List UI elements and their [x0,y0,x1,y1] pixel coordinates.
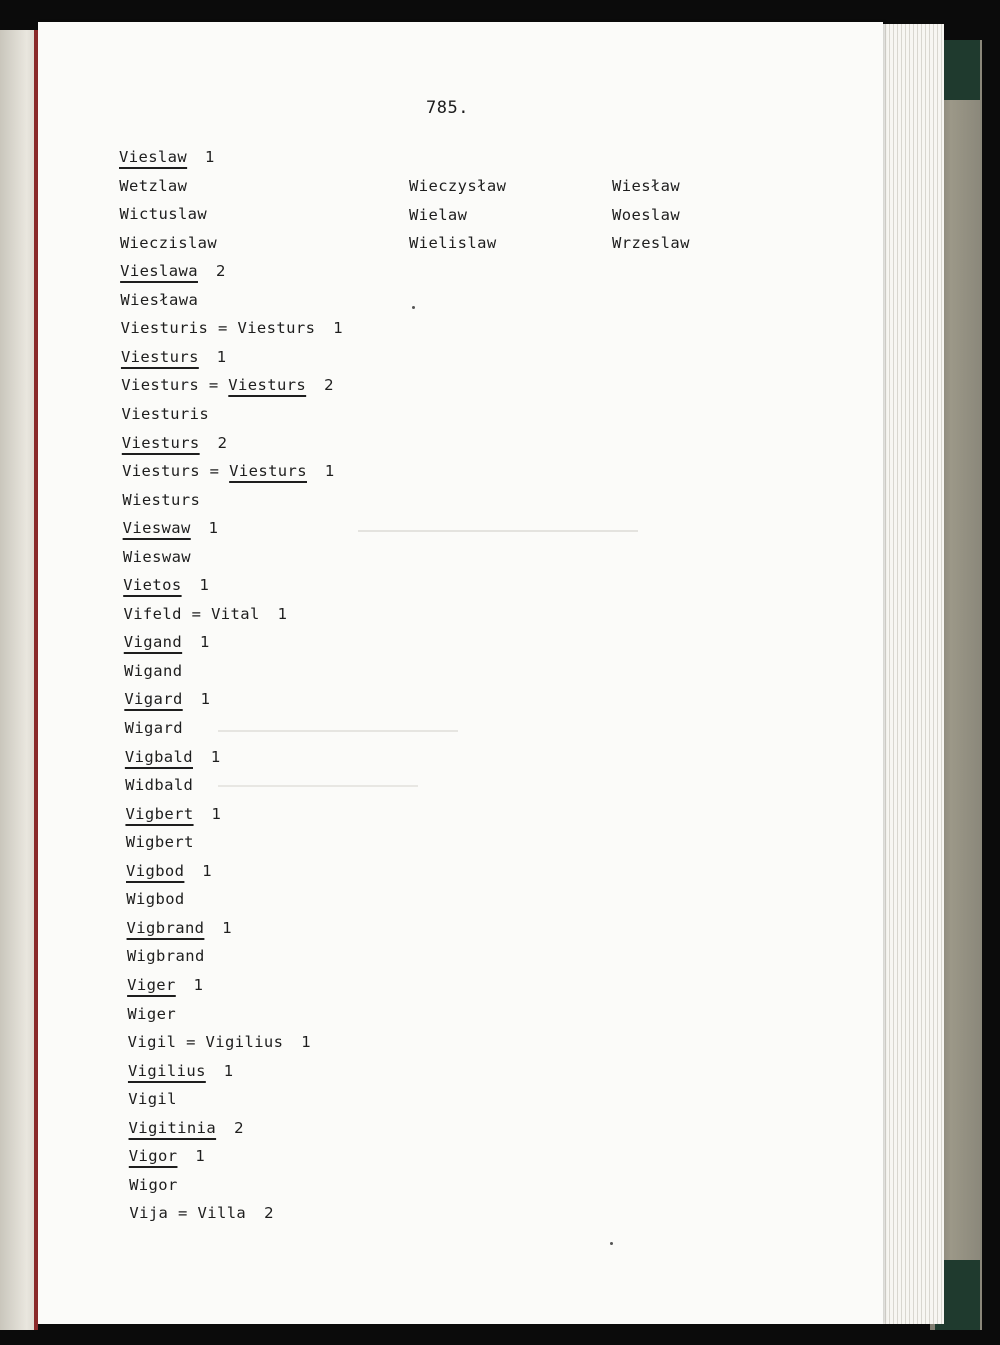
index-entry [123,519,219,537]
entry-variant: Widbald [125,776,194,795]
middle-column [409,172,506,258]
entry-target: Viesturs [237,319,316,338]
book-page [38,22,883,1324]
entry-headword: Vigbrand [126,918,205,937]
index-entry [120,205,208,223]
entry-count: 1 [333,319,344,338]
index-entry [128,1033,312,1051]
page-number: 785. [426,98,469,118]
index-entry [121,348,227,366]
entry-count: 2 [264,1204,275,1223]
list-item: Wielaw [409,205,468,224]
previous-page-edge [0,30,38,1330]
entry-headword: Vietos [123,576,182,595]
entry-equivalence: Viesturs = [122,462,220,481]
entry-count: 1 [195,1147,206,1166]
entry-count: 1 [200,690,211,709]
entry-count: 1 [193,975,204,994]
entry-count: 1 [301,1033,312,1052]
ink-speck [610,1242,613,1245]
index-entry [125,776,193,794]
list-item: Woeslaw [612,205,681,224]
entry-count: 1 [200,633,211,652]
list-item: Wieczysław [409,177,507,195]
index-entry [121,376,334,394]
entry-equivalence: Viesturs = [121,376,219,395]
index-entry [126,833,194,851]
right-column [612,172,690,258]
cover-corner-top [940,40,980,100]
entry-count: 1 [211,804,222,823]
entry-headword: Vieslaw [119,148,188,166]
index-entry [120,291,198,309]
entry-count: 1 [199,576,210,595]
index-entry [120,234,217,252]
entry-equivalence: Vifeld = [123,604,202,623]
bleed-through-mark [218,712,458,732]
index-entry [122,462,335,480]
index-entry [129,1119,245,1137]
entry-count: 1 [325,462,335,481]
entry-variant: Wieswaw [122,547,192,566]
index-entry [128,1062,234,1080]
index-entry [125,748,221,766]
index-entry [122,434,228,452]
entry-headword: Vigand [123,633,183,652]
entry-headword: Vigor [128,1147,178,1166]
entry-headword: Viesturs [229,462,307,481]
entry-count: 2 [215,262,226,281]
index-entry [124,690,210,708]
entry-count: 1 [205,148,216,166]
index-entry [129,1176,178,1194]
index-entry [124,633,210,651]
index-entry [122,405,210,423]
entry-variant: Wigbod [126,890,185,909]
entry-variant: Wigbert [125,833,194,852]
entry-variant: Wigard [124,719,183,737]
entry-count: 1 [208,519,219,538]
entry-headword: Vigard [124,690,183,709]
entry-variant: Wigbrand [126,947,205,966]
index-entry [129,1204,274,1222]
entry-headword: Viesturs [121,433,200,452]
entry-variant: Wictuslaw [119,205,208,224]
entry-variant: Wiesturs [122,490,201,509]
entry-headword: Vigitinia [128,1118,217,1137]
index-entry [122,491,200,509]
index-entry [121,319,344,337]
index-entry [128,1090,177,1108]
index-entry [126,862,212,880]
index-entry [129,1147,206,1165]
index-entry [127,919,233,937]
entry-count: 1 [222,918,233,937]
entry-count: 1 [216,347,227,366]
entry-headword: Vieswaw [122,519,191,538]
entry-variant: Wieczislaw [119,233,218,252]
entry-target: Vigilius [205,1033,284,1052]
bleed-through-mark [358,512,638,532]
index-entry [123,548,191,566]
entry-headword: Vigbod [126,861,185,880]
entry-count: 1 [223,1061,234,1080]
entry-count: 1 [202,861,213,880]
entry-variant: Viesturis [121,404,210,423]
index-entry [123,576,209,594]
index-entry [120,262,226,280]
entry-count: 1 [277,604,288,623]
entry-count: 2 [217,433,228,452]
index-entry [127,1005,176,1023]
entry-headword: Vieslawa [120,262,198,281]
entry-equivalence: Viesturis = [120,319,228,338]
list-item: Wrzeslaw [612,234,690,252]
entry-headword: Viesturs [228,376,307,395]
list-item: Wielislaw [409,234,497,252]
entry-equivalence: Vigil = [127,1033,196,1052]
entry-headword: Vigilius [127,1061,206,1080]
entry-variant: Vigil [128,1090,177,1109]
entry-equivalence: Vija = [129,1204,188,1223]
entry-variant: Wiger [127,1004,177,1023]
entry-headword: Vigbert [125,804,194,823]
index-entry [127,976,204,994]
ink-speck [412,306,415,309]
entry-count: 1 [211,747,221,766]
entry-headword: Viesturs [120,347,199,366]
index-entry [119,177,187,195]
bleed-through-mark [218,767,418,787]
index-entry [125,805,221,823]
entry-variant: Wigor [129,1175,178,1194]
index-entry [127,947,205,965]
index-entry [124,662,182,680]
entry-variant: Wiesława [120,290,199,309]
entry-target: Villa [197,1204,247,1223]
entry-count: 2 [324,376,335,395]
index-entry [126,890,184,908]
list-item: Wiesław [612,177,681,195]
entry-target: Vital [211,604,260,623]
entry-headword: Vigbald [124,747,193,766]
entry-variant: Wetzlaw [119,176,188,195]
entry-count: 2 [234,1118,245,1137]
index-entry [119,148,215,166]
entry-variant: Wigand [124,661,183,680]
entry-headword: Viger [127,975,176,994]
index-entry [125,719,183,737]
index-entry [123,605,287,623]
